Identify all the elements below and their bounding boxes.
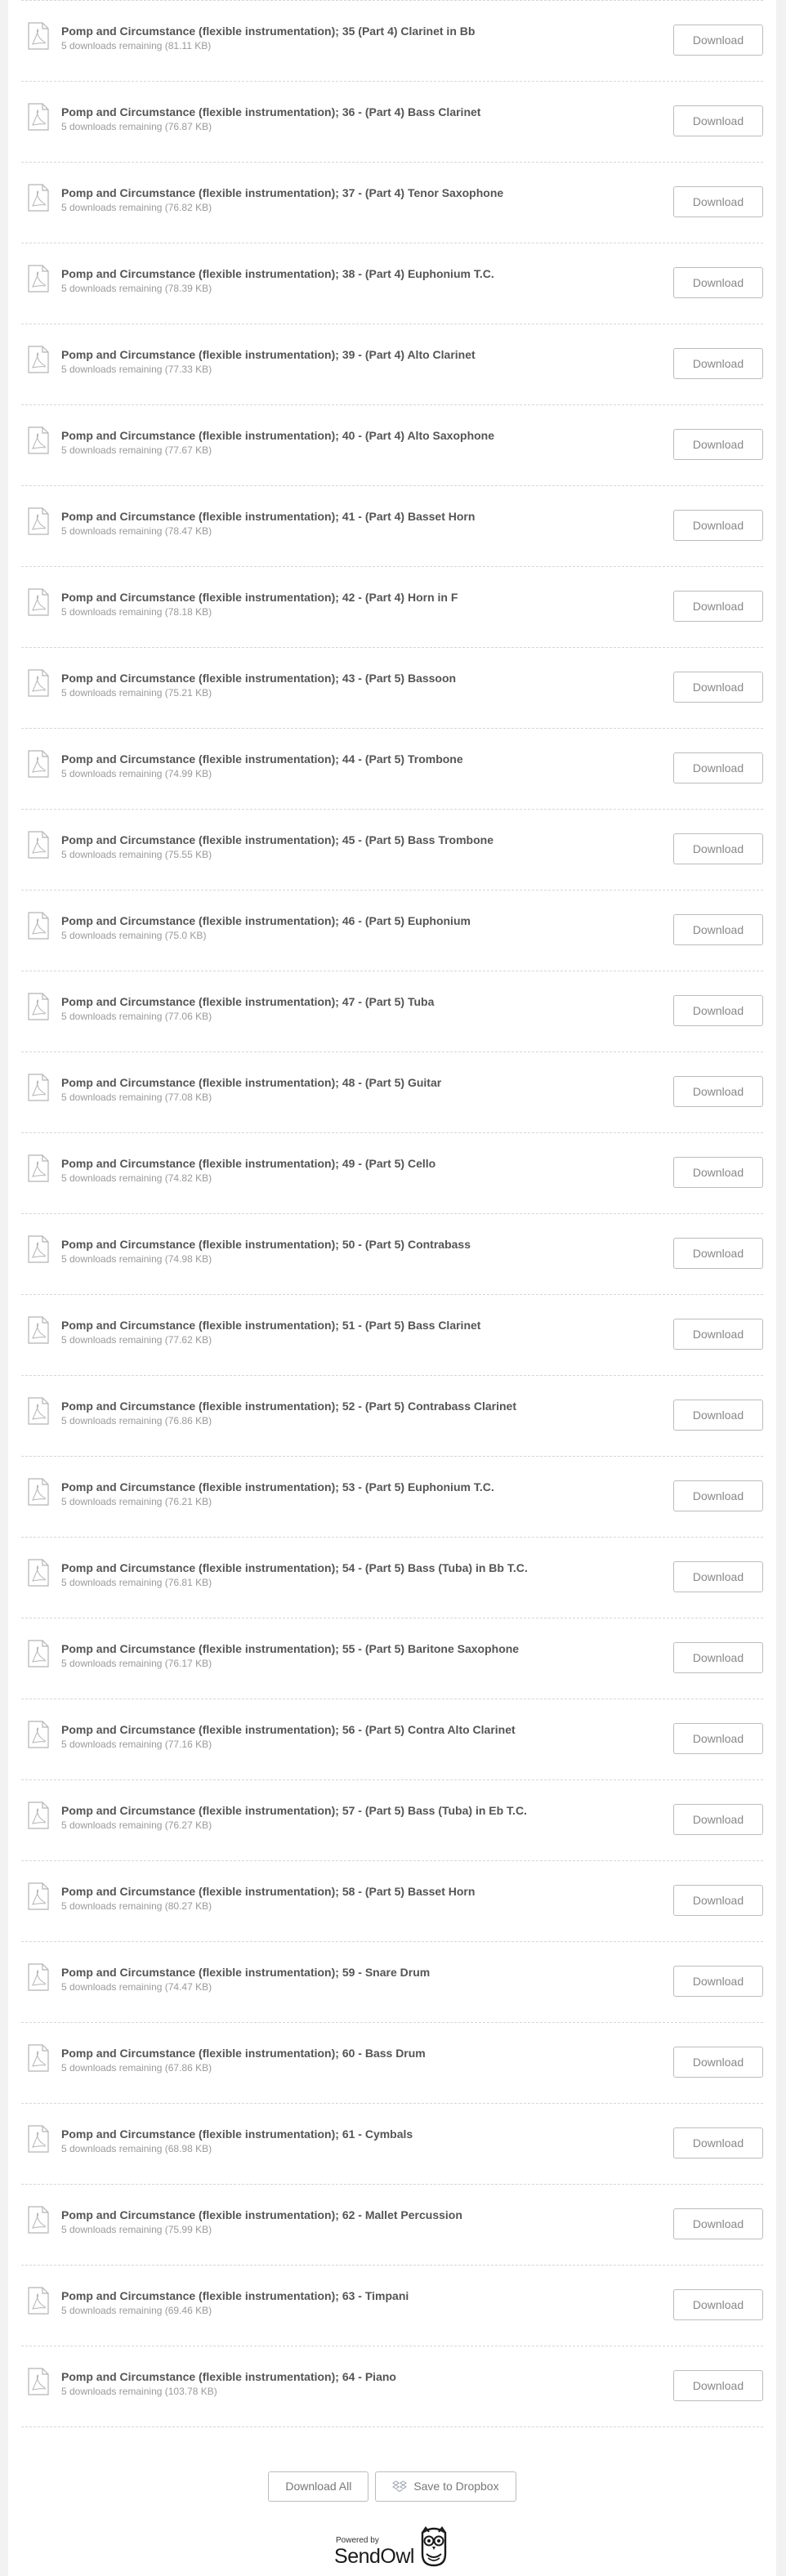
pdf-file-icon (28, 2125, 49, 2153)
download-button[interactable]: Download (673, 2047, 763, 2078)
dropbox-label: Save to Dropbox (413, 2480, 499, 2493)
download-button[interactable]: Download (673, 25, 763, 56)
download-title: Pomp and Circumstance (flexible instrumentation); 36 - (Part 4) Bass Clarinet (61, 105, 481, 118)
pdf-file-icon (28, 103, 49, 131)
download-row (21, 2266, 763, 2346)
download-row (21, 163, 763, 243)
download-title: Pomp and Circumstance (flexible instrumentation); 46 - (Part 5) Euphonium (61, 914, 471, 927)
download-meta: 5 downloads remaining (76.86 KB) (61, 1415, 212, 1426)
download-button[interactable]: Download (673, 267, 763, 298)
download-meta: 5 downloads remaining (69.46 KB) (61, 2305, 212, 2316)
download-meta: 5 downloads remaining (76.87 KB) (61, 121, 212, 132)
download-meta: 5 downloads remaining (77.16 KB) (61, 1739, 212, 1750)
download-button[interactable]: Download (673, 1076, 763, 1107)
download-row (21, 1618, 763, 1699)
powered-by-sendowl[interactable] (8, 2525, 776, 2567)
download-button[interactable]: Download (673, 510, 763, 541)
footer-actions (8, 2471, 776, 2502)
download-button[interactable]: Download (673, 1723, 763, 1754)
download-meta: 5 downloads remaining (78.47 KB) (61, 525, 212, 537)
download-meta: 5 downloads remaining (77.67 KB) (61, 444, 212, 456)
download-title: Pomp and Circumstance (flexible instrumentation); 40 - (Part 4) Alto Saxophone (61, 429, 495, 442)
download-button[interactable]: Download (673, 833, 763, 864)
pdf-file-icon (28, 1397, 49, 1425)
download-meta: 5 downloads remaining (77.06 KB) (61, 1011, 212, 1022)
download-row (21, 243, 763, 324)
download-button[interactable]: Download (673, 348, 763, 379)
pdf-file-icon (28, 265, 49, 292)
download-title: Pomp and Circumstance (flexible instrumentation); 64 - Piano (61, 2370, 396, 2383)
download-meta: 5 downloads remaining (74.98 KB) (61, 1253, 212, 1265)
download-meta: 5 downloads remaining (74.47 KB) (61, 1981, 212, 1993)
download-meta: 5 downloads remaining (76.17 KB) (61, 1658, 212, 1669)
pdf-file-icon (28, 588, 49, 616)
download-meta: 5 downloads remaining (76.81 KB) (61, 1577, 212, 1588)
download-meta: 5 downloads remaining (67.86 KB) (61, 2062, 212, 2074)
pdf-file-icon (28, 1316, 49, 1344)
download-meta: 5 downloads remaining (77.33 KB) (61, 364, 212, 375)
download-row (21, 729, 763, 810)
download-meta: 5 downloads remaining (81.11 KB) (61, 40, 212, 51)
download-meta: 5 downloads remaining (80.27 KB) (61, 1900, 212, 1912)
download-title: Pomp and Circumstance (flexible instrumentation); 52 - (Part 5) Contrabass Clarinet (61, 1400, 516, 1413)
pdf-file-icon (28, 1559, 49, 1587)
download-row (21, 1861, 763, 1942)
download-row (21, 1295, 763, 1376)
download-title: Pomp and Circumstance (flexible instrumentation); 37 - (Part 4) Tenor Saxophone (61, 186, 504, 199)
pdf-file-icon (28, 1235, 49, 1263)
download-row (21, 486, 763, 567)
download-meta: 5 downloads remaining (74.99 KB) (61, 768, 212, 779)
pdf-file-icon (28, 750, 49, 778)
download-title: Pomp and Circumstance (flexible instrumentation); 55 - (Part 5) Baritone Saxophone (61, 1642, 520, 1655)
download-row (21, 1214, 763, 1295)
download-meta: 5 downloads remaining (77.08 KB) (61, 1092, 212, 1103)
download-title: Pomp and Circumstance (flexible instrumentation); 62 - Mallet Percussion (61, 2208, 462, 2221)
save-to-dropbox-button[interactable] (375, 2471, 516, 2502)
download-button[interactable]: Download (673, 1966, 763, 1997)
download-meta: 5 downloads remaining (76.82 KB) (61, 202, 212, 213)
download-button[interactable]: Download (673, 1885, 763, 1916)
pdf-file-icon (28, 1882, 49, 1910)
download-row (21, 324, 763, 405)
download-row (21, 1699, 763, 1780)
download-row (21, 971, 763, 1052)
download-button[interactable]: Download (673, 1804, 763, 1835)
download-meta: 5 downloads remaining (103.78 KB) (61, 2386, 217, 2397)
download-meta: 5 downloads remaining (75.0 KB) (61, 930, 207, 941)
download-title: Pomp and Circumstance (flexible instrumentation); 56 - (Part 5) Contra Alto Clarinet (61, 1723, 516, 1736)
download-title: Pomp and Circumstance (flexible instrumentation); 42 - (Part 4) Horn in F (61, 591, 458, 604)
download-button[interactable]: Download (673, 1642, 763, 1673)
download-title: Pomp and Circumstance (flexible instrumentation); 43 - (Part 5) Bassoon (61, 672, 457, 685)
download-row (21, 1133, 763, 1214)
download-title: Pomp and Circumstance (flexible instrumentation); 50 - (Part 5) Contrabass (61, 1238, 471, 1251)
download-meta: 5 downloads remaining (76.27 KB) (61, 1819, 212, 1831)
download-title: Pomp and Circumstance (flexible instrumentation); 53 - (Part 5) Euphonium T.C. (61, 1480, 494, 1493)
pdf-file-icon (28, 184, 49, 212)
download-title: Pomp and Circumstance (flexible instrumentation); 51 - (Part 5) Bass Clarinet (61, 1319, 481, 1332)
download-meta: 5 downloads remaining (78.18 KB) (61, 606, 212, 618)
owl-icon (418, 2525, 450, 2567)
pdf-file-icon (28, 912, 49, 940)
download-meta: 5 downloads remaining (78.39 KB) (61, 283, 212, 294)
pdf-file-icon (28, 2206, 49, 2234)
download-row (21, 1052, 763, 1133)
download-button[interactable]: Download (673, 914, 763, 945)
download-title: Pomp and Circumstance (flexible instrumentation); 61 - Cymbals (61, 2127, 413, 2141)
pdf-file-icon (28, 426, 49, 454)
pdf-file-icon (28, 1074, 49, 1101)
pdf-file-icon (28, 2044, 49, 2072)
download-row (21, 82, 763, 163)
download-title: Pomp and Circumstance (flexible instrumentation); 49 - (Part 5) Cello (61, 1157, 436, 1170)
download-title: Pomp and Circumstance (flexible instrumentation); 59 - Snare Drum (61, 1966, 431, 1979)
download-button[interactable]: Download (673, 672, 763, 703)
pdf-file-icon (28, 1478, 49, 1506)
download-meta: 5 downloads remaining (74.82 KB) (61, 1172, 212, 1184)
download-row (21, 810, 763, 891)
download-button[interactable]: Download (673, 1480, 763, 1511)
download-row (21, 567, 763, 648)
download-row (21, 1, 763, 82)
download-button[interactable]: Download (673, 1319, 763, 1350)
download-title: Pomp and Circumstance (flexible instrumentation); 48 - (Part 5) Guitar (61, 1076, 442, 1089)
download-row (21, 2023, 763, 2104)
download-meta: 5 downloads remaining (68.98 KB) (61, 2143, 212, 2154)
download-row (21, 2185, 763, 2266)
pdf-file-icon (28, 669, 49, 697)
download-button[interactable]: Download (673, 1400, 763, 1431)
download-button[interactable]: Download (673, 2127, 763, 2159)
download-meta: 5 downloads remaining (75.21 KB) (61, 687, 212, 699)
download-row (21, 891, 763, 971)
download-meta: 5 downloads remaining (76.21 KB) (61, 1496, 212, 1507)
download-row (21, 405, 763, 486)
download-meta: 5 downloads remaining (77.62 KB) (61, 1334, 212, 1346)
brand-name: SendOwl (334, 2545, 414, 2568)
download-title: Pomp and Circumstance (flexible instrumentation); 39 - (Part 4) Alto Clarinet (61, 348, 476, 361)
download-row (21, 2346, 763, 2427)
download-all-label: Download All (285, 2480, 352, 2493)
download-row (21, 2104, 763, 2185)
pdf-file-icon (28, 1801, 49, 1829)
download-button[interactable]: Download (673, 591, 763, 622)
pdf-file-icon (28, 1154, 49, 1182)
download-button[interactable]: Download (673, 2208, 763, 2239)
pdf-file-icon (28, 1963, 49, 1991)
download-button[interactable]: Download (673, 2370, 763, 2401)
download-all-button[interactable] (268, 2471, 368, 2502)
download-button[interactable]: Download (673, 1561, 763, 1592)
download-button[interactable]: Download (673, 1157, 763, 1188)
download-meta: 5 downloads remaining (75.55 KB) (61, 849, 212, 860)
pdf-file-icon (28, 993, 49, 1020)
download-button[interactable]: Download (673, 105, 763, 136)
download-button[interactable]: Download (673, 995, 763, 1026)
pdf-file-icon (28, 1640, 49, 1667)
download-list (21, 0, 763, 2427)
download-row (21, 1376, 763, 1457)
download-title: Pomp and Circumstance (flexible instrumentation); 47 - (Part 5) Tuba (61, 995, 435, 1008)
dropbox-icon (392, 2480, 407, 2493)
download-row (21, 1780, 763, 1861)
pdf-file-icon (28, 507, 49, 535)
pdf-file-icon (28, 2287, 49, 2315)
download-button[interactable]: Download (673, 429, 763, 460)
download-title: Pomp and Circumstance (flexible instrumentation); 63 - Timpani (61, 2289, 409, 2302)
download-meta: 5 downloads remaining (75.99 KB) (61, 2224, 212, 2235)
download-button[interactable]: Download (673, 2289, 763, 2320)
download-title: Pomp and Circumstance (flexible instrumentation); 57 - (Part 5) Bass (Tuba) in Eb T.C. (61, 1804, 527, 1817)
download-row (21, 648, 763, 729)
download-title: Pomp and Circumstance (flexible instrumentation); 45 - (Part 5) Bass Trombone (61, 833, 493, 846)
download-title: Pomp and Circumstance (flexible instrumentation); 54 - (Part 5) Bass (Tuba) in Bb T.C. (61, 1561, 528, 1574)
downloads-card (8, 0, 776, 2576)
download-button[interactable]: Download (673, 186, 763, 217)
download-title: Pomp and Circumstance (flexible instrumentation); 38 - (Part 4) Euphonium T.C. (61, 267, 494, 280)
powered-by-text: Powered by (336, 2536, 379, 2545)
download-row (21, 1457, 763, 1538)
pdf-file-icon (28, 22, 49, 50)
pdf-file-icon (28, 831, 49, 859)
download-button[interactable]: Download (673, 1238, 763, 1269)
download-title: Pomp and Circumstance (flexible instrumentation); 58 - (Part 5) Basset Horn (61, 1885, 476, 1898)
download-title: Pomp and Circumstance (flexible instrumentation); 44 - (Part 5) Trombone (61, 752, 463, 766)
download-row (21, 1538, 763, 1618)
download-button[interactable]: Download (673, 752, 763, 784)
pdf-file-icon (28, 346, 49, 373)
download-title: Pomp and Circumstance (flexible instrumentation); 60 - Bass Drum (61, 2047, 426, 2060)
pdf-file-icon (28, 1721, 49, 1748)
download-title: Pomp and Circumstance (flexible instrumentation); 35 (Part 4) Clarinet in Bb (61, 25, 476, 38)
download-title: Pomp and Circumstance (flexible instrumentation); 41 - (Part 4) Basset Horn (61, 510, 476, 523)
pdf-file-icon (28, 2368, 49, 2395)
download-row (21, 1942, 763, 2023)
